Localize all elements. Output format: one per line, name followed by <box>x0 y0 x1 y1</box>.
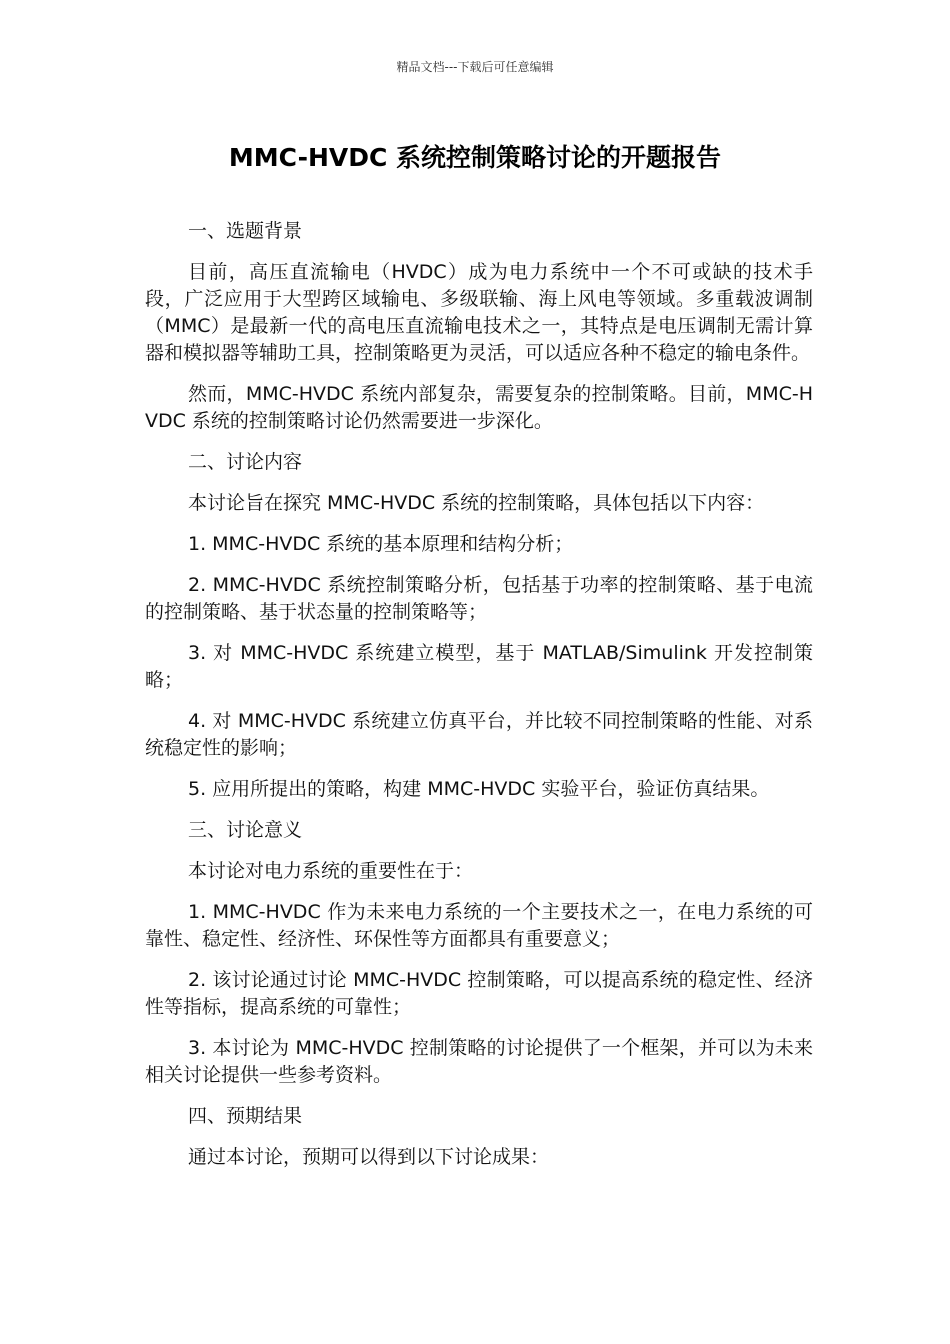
paragraph-significance-intro: 本讨论对电力系统的重要性在于： <box>188 860 474 882</box>
paragraph-background-2: 然而，MMC-HVDC 系统内部复杂，需要复杂的控制策略。目前，MMC-HVDC 系统的控制策略讨论仍然需要进一步深化。 <box>145 383 813 432</box>
header-note: 精品文档---下载后可任意编辑 <box>396 60 554 74</box>
paragraph-background-1: 目前，高压直流输电（HVDC）成为电力系统中一个不可或缺的技术手段，广泛应用于大型跨区域输电、多级联输、海上风电等领域。多重载波调制（MMC）是最新一代的高电压直流输电技术之一，其特点是电压调制无需计算器和模拟器等辅助工具，控制策略更为灵活，可以适应各种不稳定的输电条件。 <box>145 261 813 364</box>
paragraph-content-intro: 本讨论旨在探究 MMC-HVDC 系统的控制策略，具体包括以下内容： <box>188 492 765 514</box>
document-title: MMC-HVDC 系统控制策略讨论的开题报告 <box>228 143 722 172</box>
list-item-significance-3: 3. 本讨论为 MMC-HVDC 控制策略的讨论提供了一个框架，并可以为未来相关讨论提供一些参考资料。 <box>145 1037 813 1086</box>
paragraph-expected-results-intro: 通过本讨论，预期可以得到以下讨论成果： <box>188 1146 550 1168</box>
section-heading-content: 二、讨论内容 <box>188 451 303 473</box>
list-item-significance-1: 1. MMC-HVDC 作为未来电力系统的一个主要技术之一，在电力系统的可靠性、稳定性、经济性、环保性等方面都具有重要意义； <box>145 901 813 950</box>
list-item-significance-2: 2. 该讨论通过讨论 MMC-HVDC 控制策略，可以提高系统的稳定性、经济性等指标，提高系统的可靠性； <box>145 969 813 1018</box>
document-body <box>145 218 813 1185</box>
section-heading-expected-results: 四、预期结果 <box>188 1105 303 1127</box>
list-item-content-4: 4. 对 MMC-HVDC 系统建立仿真平台，并比较不同控制策略的性能、对系统稳定性的影响； <box>145 710 813 759</box>
list-item-content-2: 2. MMC-HVDC 系统控制策略分析，包括基于功率的控制策略、基于电流的控制策略、基于状态量的控制策略等； <box>145 574 813 623</box>
list-item-content-3: 3. 对 MMC-HVDC 系统建立模型，基于 MATLAB/Simulink 开发控制策略； <box>145 642 813 691</box>
section-heading-significance: 三、讨论意义 <box>188 819 303 841</box>
section-heading-background: 一、选题背景 <box>188 220 303 242</box>
list-item-content-1: 1. MMC-HVDC 系统的基本原理和结构分析； <box>188 533 574 555</box>
list-item-content-5: 5. 应用所提出的策略，构建 MMC-HVDC 实验平台，验证仿真结果。 <box>188 778 770 800</box>
